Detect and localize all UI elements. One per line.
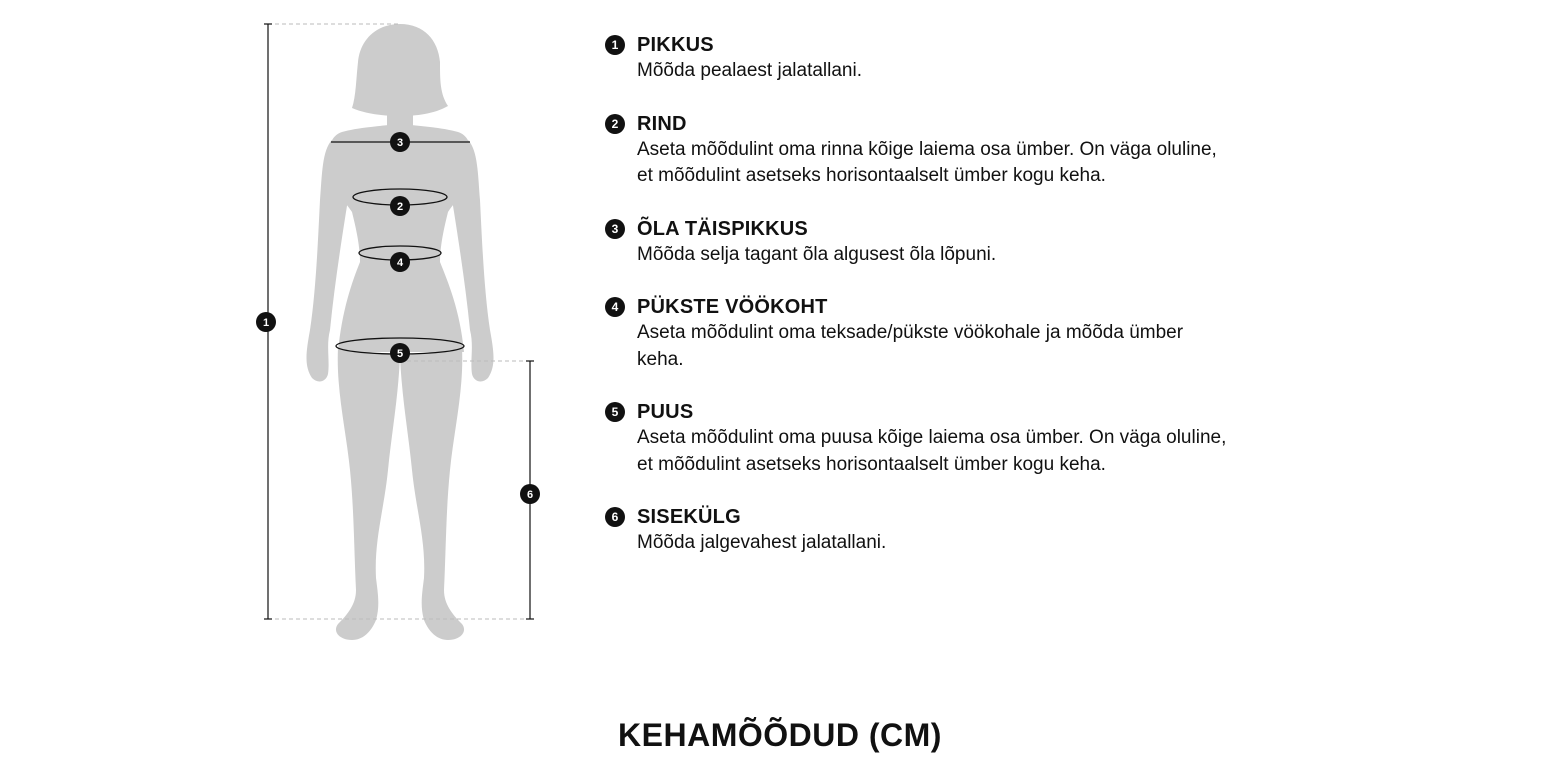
measurement-number: 6 (605, 507, 625, 527)
measurement-description: Aseta mõõdulint oma puusa kõige laiema osa ümber. On väga oluline, et mõõdulint asetseks horisontaalselt ümber kogu keha. (637, 427, 1227, 475)
svg-text:2: 2 (396, 201, 404, 213)
svg-text:3: 3 (396, 137, 404, 149)
marker-1 (256, 312, 276, 332)
measurement-title: RIND (637, 112, 687, 135)
measurement-title: PIKKUS (637, 34, 714, 56)
body-silhouette (307, 24, 494, 640)
measurement-number: 4 (605, 297, 625, 317)
section-heading: KEHAMÕÕDUD (CM) (618, 717, 942, 753)
measurement-item (605, 294, 1245, 373)
marker-6 (520, 484, 540, 504)
measurement-item (605, 32, 1245, 85)
measurement-item (605, 399, 1245, 478)
measurement-description: Mõõda selja tagant õla algusest õla lõpuni. (637, 243, 997, 265)
measurement-description: Mõõda jalgevahest jalatallani. (637, 532, 887, 553)
measurement-description: Aseta mõõdulint oma teksade/pükste vöökohale ja mõõda ümber keha. (637, 322, 1184, 370)
measurement-item (605, 216, 1245, 269)
marker-3 (390, 132, 410, 152)
measurement-title: ÕLA TÄISPIKKUS (637, 217, 808, 240)
svg-text:5: 5 (396, 348, 404, 360)
measurement-title: SISEKÜLG (637, 506, 741, 528)
measurement-item (605, 111, 1245, 190)
marker-5 (390, 343, 410, 363)
measurement-item (605, 504, 1245, 557)
measurement-number: 5 (605, 402, 625, 422)
measurement-list (605, 32, 1245, 557)
svg-text:1: 1 (262, 317, 270, 329)
svg-text:4: 4 (396, 257, 404, 269)
measurement-number: 1 (605, 35, 625, 55)
marker-2 (390, 196, 410, 216)
body-measurement-figure (0, 0, 620, 680)
measurement-number: 3 (605, 219, 625, 239)
measurement-description: Aseta mõõdulint oma rinna kõige laiema osa ümber. On väga oluline, et mõõdulint asetseks horisontaalselt ümber kogu keha. (637, 138, 1217, 186)
measurement-description: Mõõda pealaest jalatallani. (637, 60, 862, 81)
marker-4 (390, 252, 410, 272)
measurement-number: 2 (605, 114, 625, 134)
svg-text:6: 6 (526, 489, 534, 501)
measurement-title: PUUS (637, 401, 694, 423)
measurement-title: PÜKSTE VÖÖKOHT (637, 296, 828, 318)
